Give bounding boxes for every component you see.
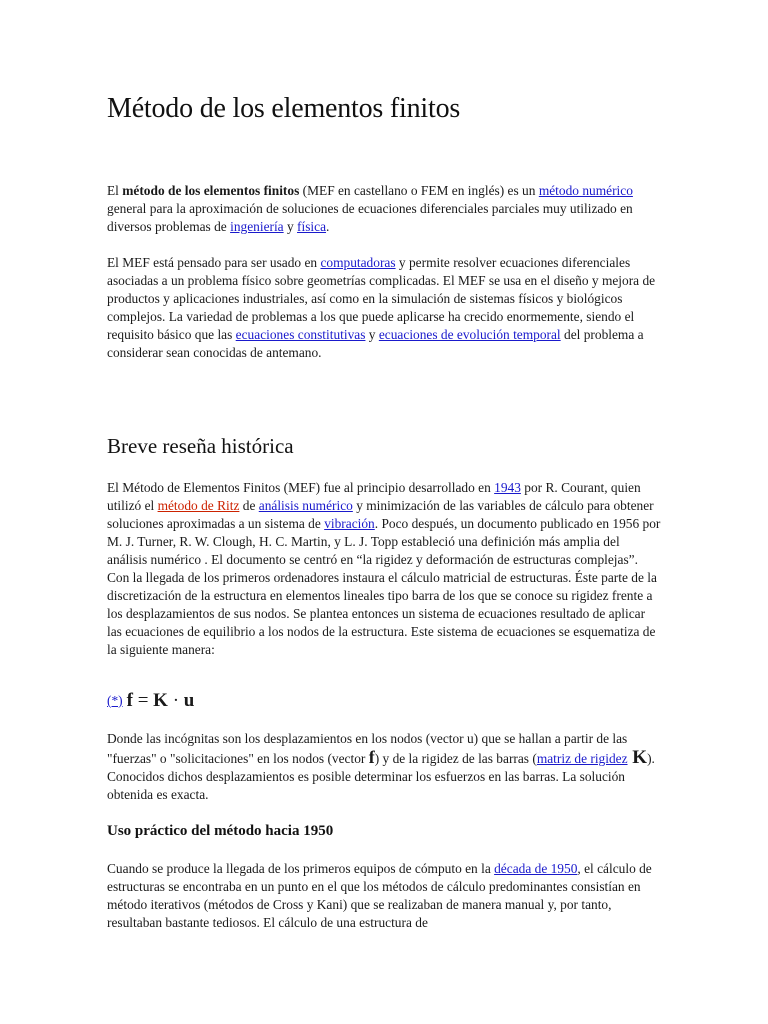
text: del problema a considerar sean conocidas de antemano.: [107, 327, 644, 360]
link-fisica[interactable]: física: [297, 219, 327, 234]
link-ecuaciones-constitutivas[interactable]: ecuaciones constitutivas: [235, 327, 366, 342]
incognitas-paragraph: [107, 730, 663, 804]
text: ) y de la rigidez de las barras (: [374, 751, 537, 766]
text: El: [107, 183, 123, 198]
text: ). Conocidos dichos desplazamientos es posible determinar los esfuerzos en las barras. La solución obtenida es exacta.: [107, 751, 655, 802]
equals-sign: =: [132, 690, 154, 711]
section-heading-historia: Breve reseña histórica: [107, 434, 294, 458]
link-decada-1950[interactable]: década de 1950: [494, 861, 578, 876]
text: . Poco después, un documento publicado en 1956 por M. J. Turner, R. W. Clough, H. C. Martin, y L. J. Topp estableció una definición más amplia del análisis numérico . El documento se centró en “la rigidez y deformación de estructuras complejas”. Con la llegada de los primeros ordenadores instaura el cálculo matricial de estructuras. Éste parte de la discretización de la estructura en elementos lineales tipo barra de los que se conoce su rigidez frente a los desplazamientos de sus nodos. Se plantea entonces un sistema de ecuaciones resultado de aplicar las ecuaciones de equilibrio a los nodos de la estructura. Este sistema de ecuaciones se esquematiza de la siguiente manera:: [107, 516, 661, 657]
vector-u: u: [183, 690, 195, 711]
intro-paragraph: [107, 182, 663, 236]
link-metodo-numerico[interactable]: método numérico: [538, 183, 633, 198]
text: Donde las incógnitas son los desplazamientos en los nodos (vector u) que se hallan a partir de las "fuerzas" o "solicitaciones" en los nodos (vector: [107, 731, 628, 766]
link-computadoras[interactable]: computadoras: [320, 255, 396, 270]
text: El Método de Elementos Finitos (MEF) fue al principio desarrollado en: [107, 480, 495, 495]
vector-f-inline: f: [368, 747, 375, 767]
historia-paragraph: [107, 479, 663, 659]
link-matriz-de-rigidez[interactable]: matriz de rigidez: [536, 751, 628, 766]
link-metodo-de-ritz[interactable]: método de Ritz: [157, 498, 240, 513]
equation: [107, 688, 194, 714]
text: (MEF en castellano o FEM en inglés) es un: [299, 183, 539, 198]
text: y: [283, 219, 298, 234]
text: y minimización de las variables de cálculo para obtener soluciones aproximadas a un sistema de: [107, 498, 654, 531]
text: , el cálculo de estructuras se encontraba en un punto en el que los métodos de cálculo predominantes consistían en método iterativos (métodos de Cross y Kani) que se realizaban de manera manual y, por tanto, resultaban bastante tediosos. El cálculo de una estructura de: [107, 861, 652, 930]
bold-term: método de los elementos finitos: [122, 183, 300, 198]
link-ingenieria[interactable]: ingeniería: [230, 219, 284, 234]
text: general para la aproximación de soluciones de ecuaciones diferenciales parciales muy utilizado en diversos problemas de: [107, 201, 633, 234]
text: El MEF está pensado para ser usado en: [107, 255, 321, 270]
link-ecuaciones-evolucion-temporal[interactable]: ecuaciones de evolución temporal: [378, 327, 561, 342]
text: y: [365, 327, 379, 342]
text: por R. Courant, quien utilizó el: [107, 480, 641, 513]
text: y permite resolver ecuaciones diferenciales asociadas a un problema físico sobre geometrías complicadas. El MEF se usa en el diseño y mejora de productos y aplicaciones industriales, así como en la simulación de sistemas físicos y biológicos complejos. La variedad de problemas a los que puede aplicarse ha crecido enormemente, siendo el requisito básico que las: [107, 255, 656, 342]
uso-paragraph: [107, 860, 663, 932]
matrix-k-inline: K: [627, 747, 648, 768]
equation-formula: [127, 690, 195, 712]
mef-paragraph: [107, 254, 663, 362]
text: Cuando se produce la llegada de los primeros equipos de cómputo en la: [107, 861, 495, 876]
matrix-k: K: [153, 690, 168, 711]
text: .: [326, 219, 330, 234]
text: de: [239, 498, 259, 513]
link-vibracion[interactable]: vibración: [324, 516, 375, 531]
dot-operator: ·: [167, 690, 184, 711]
link-equation-star[interactable]: (*): [107, 693, 123, 708]
page-title: Método de los elementos finitos: [107, 93, 461, 124]
vector-f: f: [126, 690, 133, 711]
link-1943[interactable]: 1943: [494, 480, 521, 495]
link-analisis-numerico[interactable]: análisis numérico: [258, 498, 353, 513]
section-heading-uso-practico: Uso práctico del método hacia 1950: [107, 823, 334, 839]
